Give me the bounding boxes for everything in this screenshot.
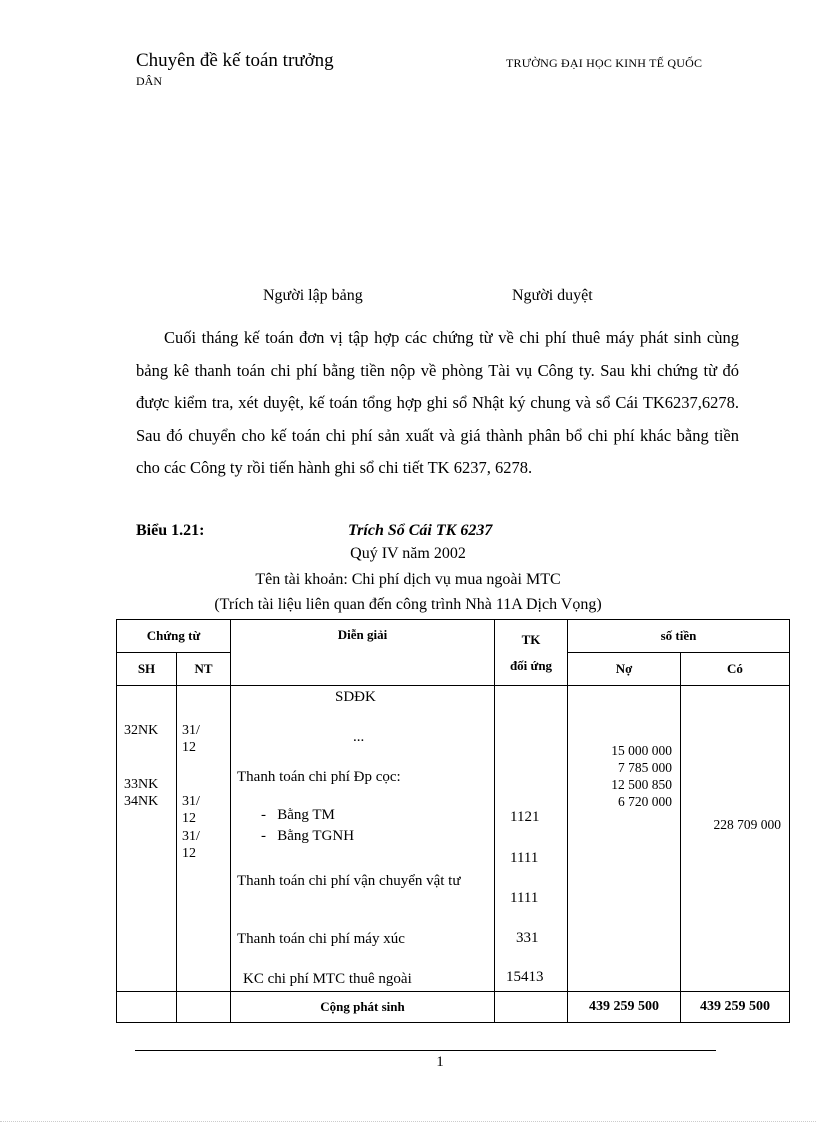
exhibit-period: Quý IV năm 2002 (350, 545, 466, 562)
total-nt-empty (177, 992, 231, 1023)
tk-value: 1121 (510, 809, 540, 825)
exhibit-title: Trích Sổ Cái TK 6237 (348, 522, 493, 539)
desc-cash: Bằng TM (277, 807, 335, 823)
desc-closing: KC chi phí MTC thuê ngoài (243, 971, 412, 987)
debit-value: 6 720 000 (618, 794, 672, 809)
header-tk (495, 620, 568, 686)
header-debit: Nợ (568, 653, 681, 686)
desc-bank-row (261, 828, 354, 845)
desc-deposit: Thanh toán chi phí Đp cọc: (237, 769, 401, 785)
nt-cell (177, 686, 231, 992)
sh-entry: 32NK (124, 723, 159, 738)
total-label: Cộng phát sinh (231, 992, 495, 1023)
sh-cell (117, 686, 177, 992)
debit-cell (568, 686, 681, 992)
tk-value: 1111 (510, 890, 539, 906)
desc-bank: Bằng TGNH (277, 828, 355, 844)
total-credit: 439 259 500 (681, 992, 790, 1023)
debit-value: 7 785 000 (618, 760, 672, 775)
nt-entry: 12 (182, 846, 196, 861)
signature-maker: Người lập bảng (263, 287, 363, 304)
nt-entry: 31/ (182, 794, 200, 809)
nt-entry: 31/ (182, 723, 200, 738)
exhibit-label: Biểu 1.21: (136, 522, 205, 539)
credit-value: 228 709 000 (713, 817, 781, 832)
exhibit-account-name: Tên tài khoản: Chi phí dịch vụ mua ngoài MTC (255, 571, 561, 588)
sh-entry: 33NK (124, 777, 159, 792)
header-title: Chuyên đề kế toán trưởng (136, 50, 334, 71)
header-description: Diễn giải (231, 620, 495, 686)
total-tk-empty (495, 992, 568, 1023)
header-tk-line1: TK (521, 632, 541, 647)
nt-entry: 12 (182, 740, 196, 755)
footer-divider (135, 1050, 716, 1051)
desc-ellipsis: ... (353, 729, 365, 745)
exhibit-note: (Trích tài liệu liên quan đến công trình Nhà 11A Dịch Vọng) (214, 596, 602, 613)
total-debit: 439 259 500 (568, 992, 681, 1023)
bullet-dash: - (261, 828, 266, 844)
tk-value: 15413 (506, 969, 544, 985)
total-sh-empty (117, 992, 177, 1023)
nt-entry: 31/ (182, 829, 200, 844)
header-nt: NT (177, 653, 231, 686)
page-number: 1 (436, 1054, 444, 1070)
tk-cell (495, 686, 568, 992)
bullet-dash: - (261, 807, 266, 823)
credit-cell (681, 686, 790, 992)
ledger-table (116, 619, 790, 1023)
description-cell (231, 686, 495, 992)
sh-entry: 34NK (124, 794, 159, 809)
header-school: TRƯỜNG ĐẠI HỌC KINH TẾ QUỐC (506, 56, 703, 70)
header-voucher: Chứng từ (117, 620, 231, 653)
signature-approver: Người duyệt (512, 287, 593, 304)
header-amount: số tiền (568, 620, 790, 653)
tk-value: 331 (516, 930, 539, 946)
desc-excavator: Thanh toán chi phí máy xúc (237, 931, 405, 947)
nt-entry: 12 (182, 811, 196, 826)
debit-value: 12 500 850 (611, 777, 672, 792)
debit-value: 15 000 000 (611, 743, 672, 758)
header-title-continued: DÂN (136, 74, 162, 88)
header-sh: SH (117, 653, 177, 686)
desc-opening: SDĐK (335, 689, 376, 705)
tk-value: 1111 (510, 850, 539, 866)
desc-cash-row (261, 807, 335, 824)
header-tk-line2: đối ứng (509, 658, 553, 673)
desc-transport: Thanh toán chi phí vận chuyển vật tư (237, 873, 461, 889)
page-bottom-border (0, 1121, 816, 1122)
body-paragraph: Cuối tháng kế toán đơn vị tập hợp các chứng từ về chi phí thuê máy phát sinh cùng bảng kê thanh toán chi phí bằng tiền nộp về phòng Tài vụ Công ty. Sau khi chứng từ đó được kiểm tra, xét duyệt, kế toán tổng hợp ghi sổ Nhật ký chung và sổ Cái TK6237,6278. Sau đó chuyển cho kế toán chi phí sản xuất và giá thành phân bổ chi phí khác bằng tiền cho các Công ty rồi tiến hành ghi sổ chi tiết TK 6237, 6278. (136, 328, 739, 477)
header-credit: Có (681, 653, 790, 686)
